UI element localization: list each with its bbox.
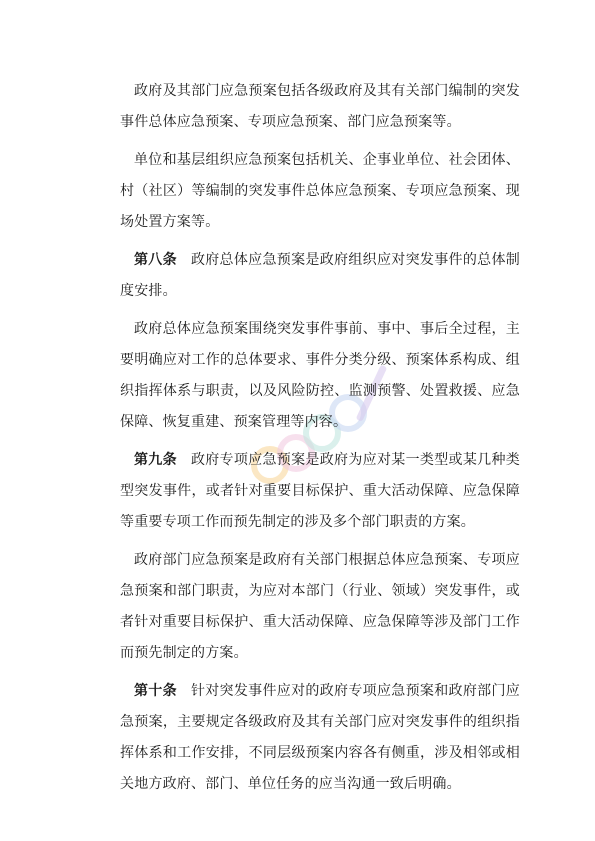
- paragraph-2-text: 单位和基层组织应急预案包括机关、企事业单位、社会团体、村（社区）等编制的突发事件总体应急预案、专项应急预案、现场处置方案等。: [120, 152, 520, 230]
- paragraph-4-text: 政府总体应急预案围绕突发事件事前、事中、事后全过程，主要明确应对工作的总体要求、事件分类分级、预案体系构成、组织指挥体系与职责，以及风险防控、监测预警、处置救援、应急保障、恢复重建、预案管理等内容。: [120, 321, 520, 430]
- document-body: [120, 76, 520, 807]
- article-8-text: 政府总体应急预案是政府组织应对突发事件的总体制度安排。: [120, 252, 520, 299]
- article-8-label: 第八条: [134, 252, 177, 268]
- paragraph-6: [120, 545, 520, 669]
- paragraph-1-text: 政府及其部门应急预案包括各级政府及其有关部门编制的突发事件总体应急预案、专项应急预案、部门应急预案等。: [120, 83, 520, 130]
- paragraph-4: [120, 314, 520, 438]
- paragraph-1: [120, 76, 520, 138]
- paragraph-2: [120, 145, 520, 238]
- article-10: [120, 676, 520, 800]
- article-10-text: 针对突发事件应对的政府专项应急预案和政府部门应急预案，主要规定各级政府及其有关部门应对突发事件的组织指挥体系和工作安排，不同层级预案内容各有侧重，涉及相邻或相关地方政府、部门、单位任务的应当沟通一致后明确。: [120, 683, 520, 792]
- article-8: [120, 245, 520, 307]
- article-9-label: 第九条: [134, 452, 177, 468]
- article-10-label: 第十条: [134, 683, 177, 699]
- article-9: [120, 445, 520, 538]
- article-9-text: 政府专项应急预案是政府为应对某一类型或某几种类型突发事件，或者针对重要目标保护、重大活动保障、应急保障等重要专项工作而预先制定的涉及多个部门职责的方案。: [120, 452, 520, 530]
- paragraph-6-text: 政府部门应急预案是政府有关部门根据总体应急预案、专项应急预案和部门职责，为应对本部门（行业、领域）突发事件，或者针对重要目标保护、重大活动保障、应急保障等涉及部门工作而预先制定的方案。: [120, 552, 520, 661]
